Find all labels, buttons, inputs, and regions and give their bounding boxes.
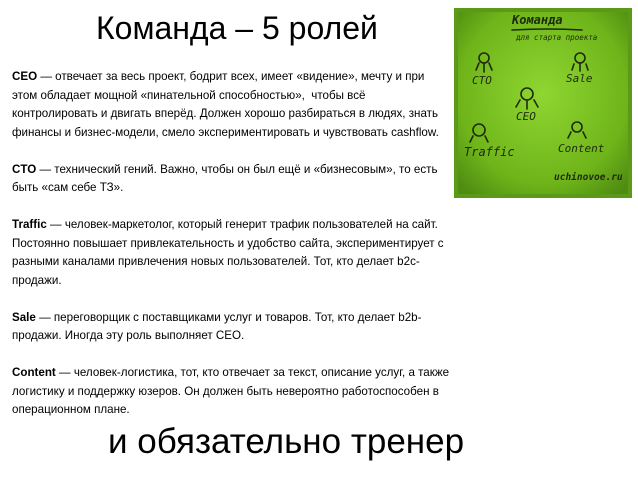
footer-text: и обязательно тренер [108, 422, 465, 461]
role-name: Sale [12, 310, 36, 324]
photo-site: uchinovoe.ru [554, 172, 623, 183]
role-name: Content [12, 366, 56, 379]
photo-label-cto: CTO [472, 74, 492, 87]
photo-subheading: для старта проекта [516, 33, 598, 42]
role-description: — человек-маркетолог, который генерит трафик пользователей на сайт. Постоянно повышает привлекательность и удобство сайта, экспериментирует с разными каналами привлечения новых пользователей. Тот, кто делает b2c-продажи. [12, 218, 444, 287]
role-name: Traffic [12, 218, 47, 231]
role-name: CTO [12, 162, 37, 176]
role-sale [12, 309, 452, 346]
role-description: — технический гений. Важно, чтобы он был ещё и «бизнесовым», то есть быть «сам себе ТЗ». [12, 162, 438, 194]
role-name: CEO [12, 70, 38, 83]
photo-label-traffic: Traffic [464, 145, 515, 159]
photo-label-ceo: CEO [516, 110, 536, 123]
team-roles-sketch-image [454, 8, 632, 198]
role-content [12, 364, 452, 420]
roles-list [12, 68, 452, 438]
slide-title: Команда – 5 ролей [96, 10, 378, 46]
photo-label-content: Content [558, 142, 605, 155]
role-ceo [12, 68, 452, 142]
photo-heading: Команда [512, 13, 563, 27]
photo-label-sale: Sale [566, 72, 593, 85]
role-description: — отвечает за весь проект, бодрит всех, имеет «видение», мечту и при этом обладает мощной «пинательной способностью», чтобы всё контролировать и двигать вперёд. Должен хорошо разбираться в людях, знать финансы и бизнес-модели, смело экспериментировать и чувствовать cashflow. [12, 70, 439, 139]
role-cto [12, 161, 452, 198]
role-traffic [12, 216, 452, 290]
role-description: — переговорщик с поставщиками услуг и товаров. Тот, кто делает b2b-продажи. Иногда эту роль выполняет CEO. [12, 310, 422, 342]
role-description: — человек-логистика, тот, кто отвечает за текст, описание услуг, а также логистику и поддержку юзеров. Он должен быть невероятно работоспособен в операционном плане. [12, 366, 450, 416]
